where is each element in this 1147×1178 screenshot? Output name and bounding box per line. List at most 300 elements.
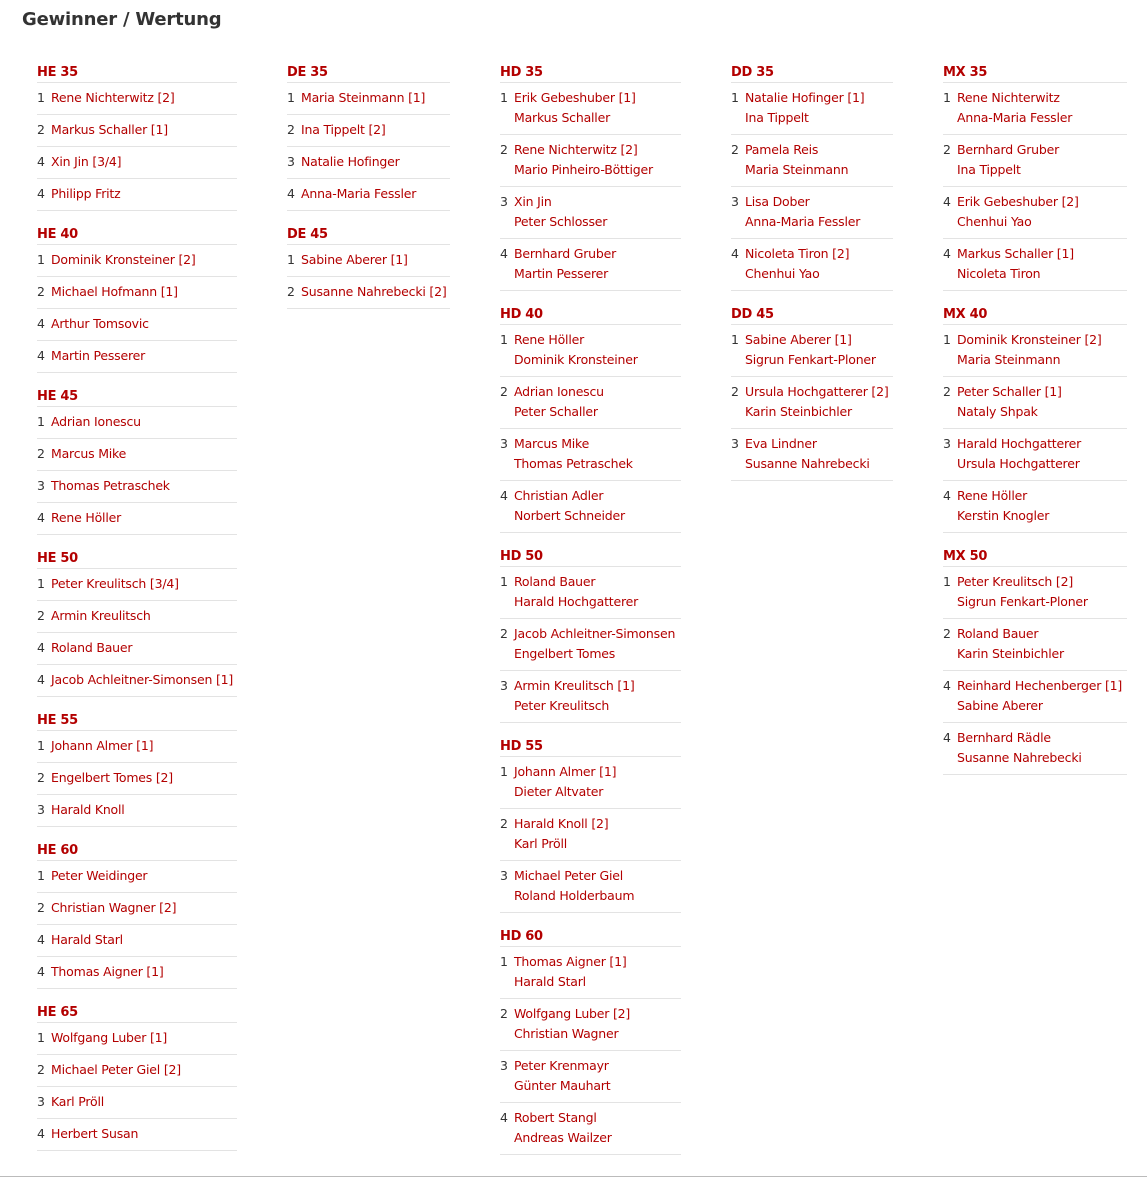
result-row bbox=[37, 957, 237, 989]
placement-rank: 3 bbox=[37, 478, 45, 493]
placement-rank: 1 bbox=[37, 576, 45, 591]
result-row bbox=[500, 671, 681, 723]
player-link[interactable]: Nicoleta Tiron bbox=[957, 266, 1041, 281]
player-link[interactable]: Michael Peter Giel [2] bbox=[51, 1062, 181, 1077]
player-link[interactable]: Harald Knoll [2] bbox=[514, 816, 609, 831]
player-link[interactable]: Martin Pesserer bbox=[51, 348, 146, 363]
player-link[interactable]: Erik Gebeshuber [2] bbox=[957, 194, 1079, 209]
player-names bbox=[514, 140, 681, 180]
placement-rank: 4 bbox=[500, 488, 508, 503]
category-heading: DE 35 bbox=[287, 63, 450, 83]
player-names bbox=[51, 736, 237, 756]
placement-rank: 1 bbox=[37, 414, 45, 429]
player-link[interactable]: Andreas Wailzer bbox=[514, 1130, 612, 1145]
placement-rank: 4 bbox=[500, 246, 508, 261]
player-names bbox=[51, 962, 237, 982]
player-link[interactable]: Chenhui Yao bbox=[957, 214, 1032, 229]
player-link[interactable]: Peter Schaller [1] bbox=[957, 384, 1062, 399]
player-link[interactable]: Sabine Aberer [1] bbox=[745, 332, 852, 347]
result-row bbox=[500, 83, 681, 135]
placement-rank: 2 bbox=[37, 608, 45, 623]
player-link[interactable]: Wolfgang Luber [1] bbox=[51, 1030, 168, 1045]
placement-rank: 3 bbox=[943, 436, 951, 451]
player-names bbox=[51, 930, 237, 950]
player-link[interactable]: Rene Nichterwitz [2] bbox=[514, 142, 638, 157]
category-block bbox=[500, 927, 681, 1155]
player-link[interactable]: Thomas Aigner [1] bbox=[51, 964, 164, 979]
placement-rank: 1 bbox=[37, 90, 45, 105]
player-link[interactable]: Peter Schaller bbox=[514, 404, 598, 419]
player-link[interactable]: Norbert Schneider bbox=[514, 508, 625, 523]
result-row bbox=[500, 1051, 681, 1103]
player-link[interactable]: Susanne Nahrebecki [2] bbox=[301, 284, 447, 299]
player-link[interactable]: Johann Almer [1] bbox=[51, 738, 154, 753]
category-block bbox=[37, 549, 237, 697]
category-block bbox=[943, 547, 1127, 775]
player-link[interactable]: Maria Steinmann bbox=[957, 352, 1061, 367]
result-row bbox=[37, 731, 237, 763]
player-names bbox=[301, 250, 450, 270]
player-link[interactable]: Harald Hochgatterer bbox=[514, 594, 639, 609]
column-singles-men bbox=[37, 63, 237, 1165]
player-names bbox=[514, 952, 681, 992]
result-row bbox=[500, 619, 681, 671]
player-link[interactable]: Peter Kreulitsch [3/4] bbox=[51, 576, 179, 591]
result-row bbox=[500, 239, 681, 291]
player-link[interactable]: Thomas Aigner [1] bbox=[514, 954, 627, 969]
placement-rank: 1 bbox=[500, 764, 508, 779]
result-row bbox=[943, 619, 1127, 671]
result-row bbox=[731, 135, 893, 187]
player-link[interactable]: Kerstin Knogler bbox=[957, 508, 1050, 523]
category-heading: HD 35 bbox=[500, 63, 681, 83]
page-title: Gewinner / Wertung bbox=[22, 9, 222, 30]
placement-rank: 3 bbox=[500, 436, 508, 451]
player-names bbox=[957, 624, 1127, 664]
result-row bbox=[731, 239, 893, 291]
category-block bbox=[37, 387, 237, 535]
result-row bbox=[287, 115, 450, 147]
player-names bbox=[514, 330, 681, 370]
player-link[interactable]: Ursula Hochgatterer [2] bbox=[745, 384, 889, 399]
category-heading: HE 50 bbox=[37, 549, 237, 569]
result-row bbox=[37, 1055, 237, 1087]
result-row bbox=[37, 1087, 237, 1119]
player-link[interactable]: Peter Kreulitsch [2] bbox=[957, 574, 1073, 589]
player-link[interactable]: Harald Starl bbox=[514, 974, 586, 989]
result-row bbox=[500, 481, 681, 533]
player-link[interactable]: Reinhard Hechenberger [1] bbox=[957, 678, 1123, 693]
player-names bbox=[301, 282, 450, 302]
placement-rank: 1 bbox=[731, 90, 739, 105]
player-link[interactable]: Susanne Nahrebecki bbox=[745, 456, 870, 471]
player-link[interactable]: Natalie Hofinger bbox=[301, 154, 400, 169]
player-link[interactable]: Nataly Shpak bbox=[957, 404, 1038, 419]
player-link[interactable]: Engelbert Tomes bbox=[514, 646, 616, 661]
placement-rank: 4 bbox=[500, 1110, 508, 1125]
player-names bbox=[514, 382, 681, 422]
result-row bbox=[287, 245, 450, 277]
player-names bbox=[514, 192, 681, 232]
player-link[interactable]: Ina Tippelt bbox=[957, 162, 1021, 177]
player-link[interactable]: Jacob Achleitner-Simonsen [1] bbox=[51, 672, 234, 687]
player-link[interactable]: Christian Wagner [2] bbox=[51, 900, 177, 915]
player-link[interactable]: Thomas Petraschek bbox=[514, 456, 633, 471]
player-link[interactable]: Susanne Nahrebecki bbox=[957, 750, 1082, 765]
player-names bbox=[957, 192, 1127, 232]
placement-rank: 2 bbox=[37, 900, 45, 915]
player-link[interactable]: Lisa Dober bbox=[745, 194, 810, 209]
player-link[interactable]: Marcus Mike bbox=[51, 446, 127, 461]
player-link[interactable]: Peter Schlosser bbox=[514, 214, 608, 229]
result-row bbox=[943, 325, 1127, 377]
placement-rank: 1 bbox=[37, 868, 45, 883]
result-row bbox=[37, 601, 237, 633]
player-link[interactable]: Roland Bauer bbox=[514, 574, 596, 589]
column-singles-women bbox=[287, 63, 450, 323]
player-link[interactable]: Anna-Maria Fessler bbox=[957, 110, 1073, 125]
player-link[interactable]: Armin Kreulitsch bbox=[51, 608, 151, 623]
placement-rank: 2 bbox=[943, 384, 951, 399]
player-link[interactable]: Armin Kreulitsch [1] bbox=[514, 678, 635, 693]
player-link[interactable]: Robert Stangl bbox=[514, 1110, 597, 1125]
player-names bbox=[957, 572, 1127, 612]
result-row bbox=[37, 861, 237, 893]
result-row bbox=[500, 861, 681, 913]
player-names bbox=[514, 572, 681, 612]
placement-rank: 2 bbox=[37, 770, 45, 785]
player-link[interactable]: Maria Steinmann [1] bbox=[301, 90, 426, 105]
player-link[interactable]: Maria Steinmann bbox=[745, 162, 849, 177]
category-block bbox=[287, 225, 450, 309]
column-doubles-men bbox=[500, 63, 681, 1169]
result-row bbox=[37, 1119, 237, 1151]
result-row bbox=[37, 179, 237, 211]
player-link[interactable]: Wolfgang Luber [2] bbox=[514, 1006, 631, 1021]
result-row bbox=[37, 277, 237, 309]
category-heading: DD 45 bbox=[731, 305, 893, 325]
result-row bbox=[287, 147, 450, 179]
player-link[interactable]: Peter Weidinger bbox=[51, 868, 148, 883]
placement-rank: 1 bbox=[287, 90, 295, 105]
result-row bbox=[37, 893, 237, 925]
player-link[interactable]: Markus Schaller [1] bbox=[51, 122, 168, 137]
player-link[interactable]: Bernhard Gruber bbox=[514, 246, 617, 261]
result-row bbox=[943, 671, 1127, 723]
result-row bbox=[500, 187, 681, 239]
player-link[interactable]: Markus Schaller [1] bbox=[957, 246, 1074, 261]
player-link[interactable]: Adrian Ionescu bbox=[514, 384, 604, 399]
result-row bbox=[731, 83, 893, 135]
player-names bbox=[301, 120, 450, 140]
player-link[interactable]: Bernhard Gruber bbox=[957, 142, 1060, 157]
placement-rank: 4 bbox=[37, 186, 45, 201]
player-link[interactable]: Peter Kreulitsch bbox=[514, 698, 610, 713]
player-names bbox=[301, 184, 450, 204]
player-names bbox=[745, 192, 893, 232]
placement-rank: 3 bbox=[500, 678, 508, 693]
result-row bbox=[37, 665, 237, 697]
player-link[interactable]: Xin Jin [3/4] bbox=[51, 154, 122, 169]
player-link[interactable]: Karin Steinbichler bbox=[745, 404, 852, 419]
player-names bbox=[51, 444, 237, 464]
category-heading: HE 55 bbox=[37, 711, 237, 731]
placement-rank: 3 bbox=[37, 802, 45, 817]
category-block bbox=[287, 63, 450, 211]
player-link[interactable]: Karl Pröll bbox=[514, 836, 567, 851]
player-link[interactable]: Chenhui Yao bbox=[745, 266, 820, 281]
placement-rank: 4 bbox=[37, 1126, 45, 1141]
player-names bbox=[514, 1004, 681, 1044]
player-names bbox=[514, 88, 681, 128]
category-heading: HE 35 bbox=[37, 63, 237, 83]
player-names bbox=[51, 412, 237, 432]
result-row bbox=[37, 83, 237, 115]
category-heading: HE 60 bbox=[37, 841, 237, 861]
player-names bbox=[957, 676, 1127, 716]
result-row bbox=[943, 377, 1127, 429]
player-link[interactable]: Marcus Mike bbox=[514, 436, 590, 451]
result-row bbox=[37, 763, 237, 795]
player-link[interactable]: Arthur Tomsovic bbox=[51, 316, 149, 331]
player-link[interactable]: Natalie Hofinger [1] bbox=[745, 90, 865, 105]
category-heading: DD 35 bbox=[731, 63, 893, 83]
result-row bbox=[37, 245, 237, 277]
result-row bbox=[500, 135, 681, 187]
placement-rank: 3 bbox=[37, 1094, 45, 1109]
player-names bbox=[51, 282, 237, 302]
category-heading: HD 55 bbox=[500, 737, 681, 757]
player-link[interactable]: Ina Tippelt [2] bbox=[301, 122, 386, 137]
result-row bbox=[37, 407, 237, 439]
player-names bbox=[301, 152, 450, 172]
result-row bbox=[37, 1023, 237, 1055]
player-names bbox=[51, 670, 237, 690]
placement-rank: 2 bbox=[37, 284, 45, 299]
player-link[interactable]: Bernhard Rädle bbox=[957, 730, 1051, 745]
player-names bbox=[51, 800, 237, 820]
player-names bbox=[51, 574, 237, 594]
placement-rank: 3 bbox=[287, 154, 295, 169]
player-link[interactable]: Adrian Ionescu bbox=[51, 414, 141, 429]
player-names bbox=[957, 486, 1127, 526]
player-link[interactable]: Erik Gebeshuber [1] bbox=[514, 90, 636, 105]
result-row bbox=[37, 795, 237, 827]
result-row bbox=[943, 481, 1127, 533]
placement-rank: 1 bbox=[500, 90, 508, 105]
player-link[interactable]: Rene Höller bbox=[514, 332, 585, 347]
placement-rank: 3 bbox=[731, 436, 739, 451]
placement-rank: 2 bbox=[37, 446, 45, 461]
placement-rank: 2 bbox=[500, 142, 508, 157]
category-block bbox=[500, 737, 681, 913]
result-row bbox=[731, 187, 893, 239]
player-names bbox=[51, 1028, 237, 1048]
result-row bbox=[500, 325, 681, 377]
player-link[interactable]: Karl Pröll bbox=[51, 1094, 104, 1109]
player-names bbox=[745, 434, 893, 474]
category-heading: DE 45 bbox=[287, 225, 450, 245]
result-row bbox=[731, 325, 893, 377]
result-row bbox=[287, 277, 450, 309]
player-link[interactable]: Sabine Aberer bbox=[957, 698, 1043, 713]
player-link[interactable]: Rene Nichterwitz [2] bbox=[51, 90, 175, 105]
player-link[interactable]: Günter Mauhart bbox=[514, 1078, 611, 1093]
player-link[interactable]: Nicoleta Tiron [2] bbox=[745, 246, 850, 261]
result-row bbox=[943, 135, 1127, 187]
player-link[interactable]: Mario Pinheiro-Böttiger bbox=[514, 162, 653, 177]
result-row bbox=[37, 569, 237, 601]
player-link[interactable]: Thomas Petraschek bbox=[51, 478, 170, 493]
player-names bbox=[514, 676, 681, 716]
category-block bbox=[37, 63, 237, 211]
placement-rank: 4 bbox=[943, 246, 951, 261]
placement-rank: 1 bbox=[731, 332, 739, 347]
player-link[interactable]: Dieter Altvater bbox=[514, 784, 604, 799]
player-link[interactable]: Sabine Aberer [1] bbox=[301, 252, 408, 267]
result-row bbox=[37, 341, 237, 373]
player-link[interactable]: Engelbert Tomes [2] bbox=[51, 770, 173, 785]
placement-rank: 1 bbox=[943, 90, 951, 105]
player-link[interactable]: Dominik Kronsteiner [2] bbox=[51, 252, 196, 267]
player-link[interactable]: Pamela Reis bbox=[745, 142, 819, 157]
player-link[interactable]: Sigrun Fenkart-Ploner bbox=[957, 594, 1088, 609]
player-names bbox=[514, 814, 681, 854]
player-link[interactable]: Xin Jin bbox=[514, 194, 552, 209]
result-row bbox=[500, 947, 681, 999]
player-link[interactable]: Jacob Achleitner-Simonsen bbox=[514, 626, 676, 641]
player-names bbox=[51, 120, 237, 140]
player-names bbox=[51, 508, 237, 528]
placement-rank: 1 bbox=[943, 574, 951, 589]
placement-rank: 1 bbox=[37, 252, 45, 267]
placement-rank: 1 bbox=[500, 954, 508, 969]
result-row bbox=[37, 115, 237, 147]
player-link[interactable]: Ina Tippelt bbox=[745, 110, 809, 125]
player-link[interactable]: Anna-Maria Fessler bbox=[745, 214, 861, 229]
result-row bbox=[500, 1103, 681, 1155]
category-heading: HD 40 bbox=[500, 305, 681, 325]
result-row bbox=[500, 567, 681, 619]
result-row bbox=[731, 377, 893, 429]
column-doubles-women bbox=[731, 63, 893, 495]
category-block bbox=[500, 305, 681, 533]
player-link[interactable]: Markus Schaller bbox=[514, 110, 611, 125]
result-row bbox=[500, 429, 681, 481]
player-link[interactable]: Rene Höller bbox=[957, 488, 1028, 503]
player-names bbox=[51, 1060, 237, 1080]
player-names bbox=[51, 184, 237, 204]
placement-rank: 3 bbox=[500, 868, 508, 883]
player-names bbox=[514, 866, 681, 906]
player-link[interactable]: Harald Starl bbox=[51, 932, 123, 947]
placement-rank: 3 bbox=[731, 194, 739, 209]
result-row bbox=[37, 147, 237, 179]
player-link[interactable]: Roland Holderbaum bbox=[514, 888, 635, 903]
player-link[interactable]: Rene Nichterwitz bbox=[957, 90, 1060, 105]
player-link[interactable]: Roland Bauer bbox=[51, 640, 133, 655]
bottom-divider bbox=[0, 1176, 1147, 1177]
category-heading: HE 40 bbox=[37, 225, 237, 245]
player-names bbox=[51, 152, 237, 172]
player-link[interactable]: Harald Hochgatterer bbox=[957, 436, 1082, 451]
category-heading: HD 60 bbox=[500, 927, 681, 947]
placement-rank: 4 bbox=[37, 672, 45, 687]
placement-rank: 2 bbox=[943, 142, 951, 157]
result-row bbox=[943, 723, 1127, 775]
placement-rank: 2 bbox=[500, 1006, 508, 1021]
player-link[interactable]: Sigrun Fenkart-Ploner bbox=[745, 352, 876, 367]
placement-rank: 2 bbox=[37, 122, 45, 137]
player-names bbox=[957, 88, 1127, 128]
result-row bbox=[500, 809, 681, 861]
player-link[interactable]: Martin Pesserer bbox=[514, 266, 609, 281]
player-link[interactable]: Peter Krenmayr bbox=[514, 1058, 609, 1073]
player-names bbox=[957, 434, 1127, 474]
result-row bbox=[37, 503, 237, 535]
player-names bbox=[51, 346, 237, 366]
player-names bbox=[51, 638, 237, 658]
placement-rank: 4 bbox=[37, 932, 45, 947]
placement-rank: 1 bbox=[37, 738, 45, 753]
player-link[interactable]: Christian Adler bbox=[514, 488, 604, 503]
player-link[interactable]: Johann Almer [1] bbox=[514, 764, 617, 779]
player-names bbox=[745, 382, 893, 422]
player-names bbox=[514, 434, 681, 474]
result-row bbox=[37, 925, 237, 957]
player-link[interactable]: Michael Hofmann [1] bbox=[51, 284, 178, 299]
category-block bbox=[943, 63, 1127, 291]
player-link[interactable]: Karin Steinbichler bbox=[957, 646, 1064, 661]
placement-rank: 4 bbox=[37, 154, 45, 169]
placement-rank: 2 bbox=[500, 626, 508, 641]
player-link[interactable]: Roland Bauer bbox=[957, 626, 1039, 641]
category-heading: HD 50 bbox=[500, 547, 681, 567]
placement-rank: 2 bbox=[731, 384, 739, 399]
placement-rank: 2 bbox=[500, 384, 508, 399]
category-block bbox=[731, 63, 893, 291]
result-row bbox=[500, 377, 681, 429]
placement-rank: 4 bbox=[287, 186, 295, 201]
result-row bbox=[731, 429, 893, 481]
player-link[interactable]: Michael Peter Giel bbox=[514, 868, 624, 883]
player-link[interactable]: Dominik Kronsteiner bbox=[514, 352, 638, 367]
result-row bbox=[287, 83, 450, 115]
player-link[interactable]: Philipp Fritz bbox=[51, 186, 121, 201]
result-row bbox=[37, 471, 237, 503]
player-link[interactable]: Harald Knoll bbox=[51, 802, 125, 817]
result-row bbox=[500, 757, 681, 809]
placement-rank: 4 bbox=[37, 316, 45, 331]
player-link[interactable]: Herbert Susan bbox=[51, 1126, 139, 1141]
placement-rank: 4 bbox=[37, 640, 45, 655]
player-link[interactable]: Dominik Kronsteiner [2] bbox=[957, 332, 1102, 347]
player-names bbox=[51, 314, 237, 334]
player-link[interactable]: Ursula Hochgatterer bbox=[957, 456, 1080, 471]
player-link[interactable]: Eva Lindner bbox=[745, 436, 817, 451]
category-block bbox=[37, 711, 237, 827]
player-link[interactable]: Christian Wagner bbox=[514, 1026, 619, 1041]
placement-rank: 1 bbox=[943, 332, 951, 347]
placement-rank: 1 bbox=[287, 252, 295, 267]
player-names bbox=[957, 330, 1127, 370]
player-link[interactable]: Anna-Maria Fessler bbox=[301, 186, 417, 201]
result-row bbox=[500, 999, 681, 1051]
player-link[interactable]: Rene Höller bbox=[51, 510, 122, 525]
placement-rank: 4 bbox=[37, 510, 45, 525]
placement-rank: 3 bbox=[500, 194, 508, 209]
category-heading: MX 50 bbox=[943, 547, 1127, 567]
